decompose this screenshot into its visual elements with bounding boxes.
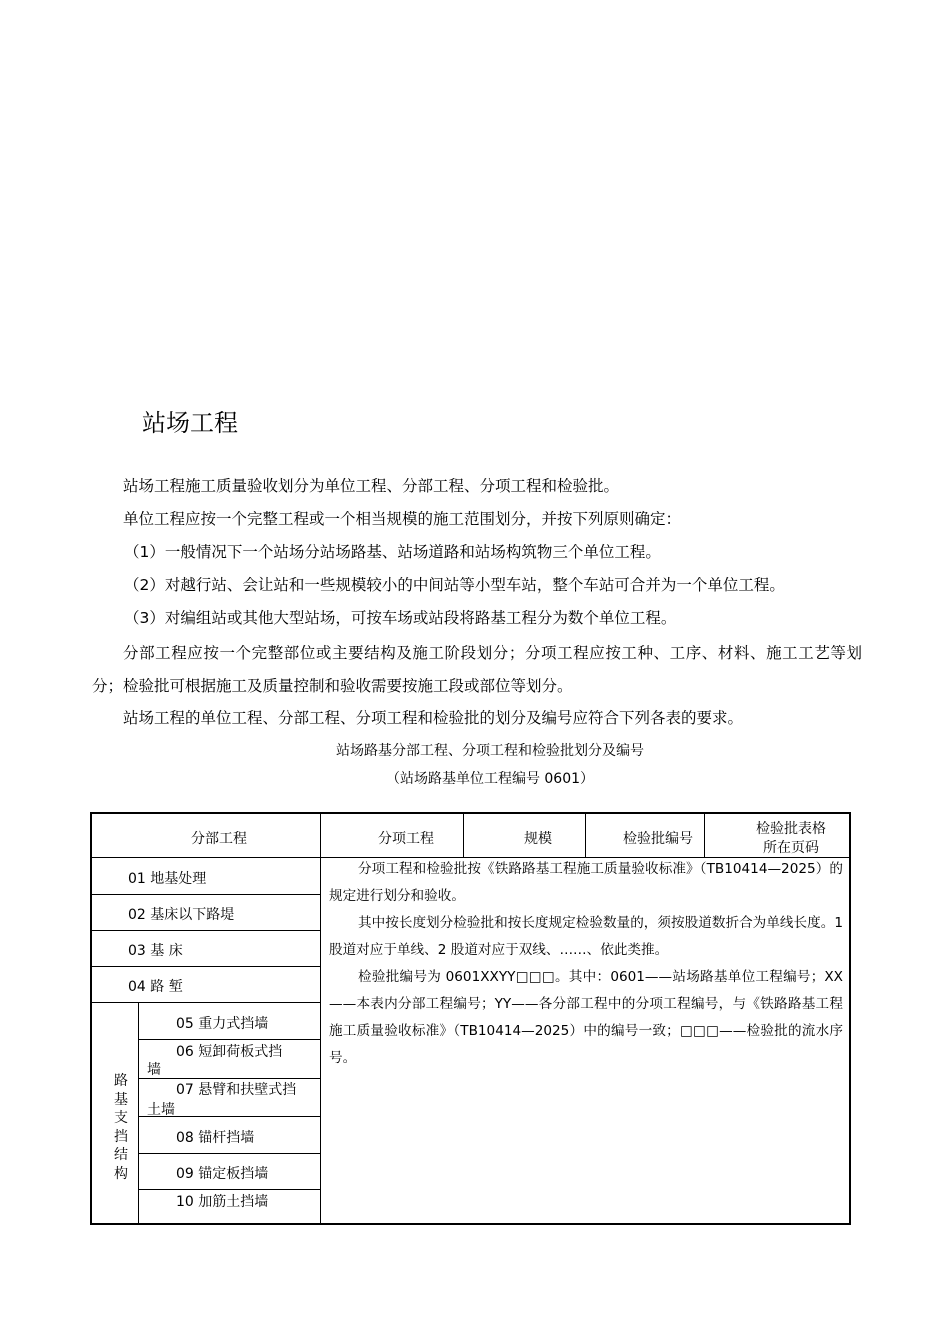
table-row: 03 基 床 (128, 943, 183, 959)
header-page-line1: 检验批表格 (756, 821, 826, 837)
list-item: （1）一般情况下一个站场分站场路基、站场道路和站场构筑物三个单位工程。 (124, 543, 661, 561)
header-guimo: 规模 (524, 831, 552, 847)
table-row: 09 锚定板挡墙 (176, 1166, 269, 1182)
list-item: （3）对编组站或其他大型站场，可按车场或站段将路基工程分为数个单位工程。 (124, 609, 677, 627)
table-rule (320, 812, 321, 1225)
table-row: 10 加筋土挡墙 (176, 1194, 269, 1210)
table-row: 06 短卸荷板式挡 (176, 1044, 283, 1060)
group-label: 路基支挡结构 (114, 1073, 128, 1182)
table-row: 08 锚杆挡墙 (176, 1130, 255, 1146)
note-paragraph: 分项工程和检验批按《铁路路基工程施工质量验收标准》（TB10414—2025）的规定进行划分和验收。 (329, 861, 843, 904)
table-row: 01 地基处理 (128, 871, 207, 887)
table-row: 07 悬臂和扶壁式挡 (176, 1082, 297, 1098)
paragraph: 单位工程应按一个完整工程或一个相当规模的施工范围划分，并按下列原则确定： (123, 510, 682, 528)
table-rule (138, 1189, 320, 1190)
table-rule (463, 812, 464, 857)
table-row: 土墙 (147, 1102, 175, 1118)
table-rule (90, 966, 320, 967)
table-subcaption: （站场路基单位工程编号 0601） (385, 771, 595, 787)
table-row: 墙 (147, 1062, 161, 1078)
table-row: 02 基床以下路堤 (128, 907, 235, 923)
header-page-line2: 所在页码 (763, 840, 819, 856)
table-rule (138, 1039, 320, 1040)
table-rule (90, 930, 320, 931)
paragraph: 站场工程的单位工程、分部工程、分项工程和检验批的划分及编号应符合下列各表的要求。 (123, 709, 744, 727)
note-paragraph: 其中按长度划分检验批和按长度规定检验数量的，须按股道数折合为单线长度。1 股道对应于单线、2 股道对应于双线、……、依此类推。 (329, 915, 843, 958)
note-paragraph: 检验批编号为 0601XXYY□□□。其中：0601——站场路基单位工程编号；XX——本表内分部工程编号；YY——各分部工程中的分项工程编号，与《铁路路基工程施工质量验收标准》（TB10414—2025）中的编号一致；□□□——检验批的流水序号。 (329, 969, 843, 1066)
header-fenbu: 分部工程 (191, 831, 247, 847)
header-jianyanpi: 检验批编号 (623, 831, 693, 847)
page-title: 站场工程 (142, 409, 238, 437)
header-fenxiang: 分项工程 (378, 831, 434, 847)
table-caption: 站场路基分部工程、分项工程和检验批划分及编号 (336, 743, 644, 759)
table-rule (704, 812, 705, 857)
table-row: 04 路 堑 (128, 979, 183, 995)
table-rule (138, 1153, 320, 1154)
table-rule (90, 894, 320, 895)
table-rule (585, 812, 586, 857)
paragraph: 分部工程应按一个完整部位或主要结构及施工阶段划分；分项工程应按工种、工序、材料、施工工艺等划分；检验批可根据施工及质量控制和验收需要按施工段或部位等划分。 (92, 644, 862, 695)
list-item: （2）对越行站、会让站和一些规模较小的中间站等小型车站，整个车站可合并为一个单位工程。 (124, 576, 785, 594)
table-rule (90, 1002, 320, 1003)
notes-cell (329, 856, 843, 1072)
paragraph: 站场工程施工质量验收划分为单位工程、分部工程、分项工程和检验批。 (123, 477, 620, 495)
table-rule (138, 1002, 139, 1225)
table-row: 05 重力式挡墙 (176, 1016, 269, 1032)
